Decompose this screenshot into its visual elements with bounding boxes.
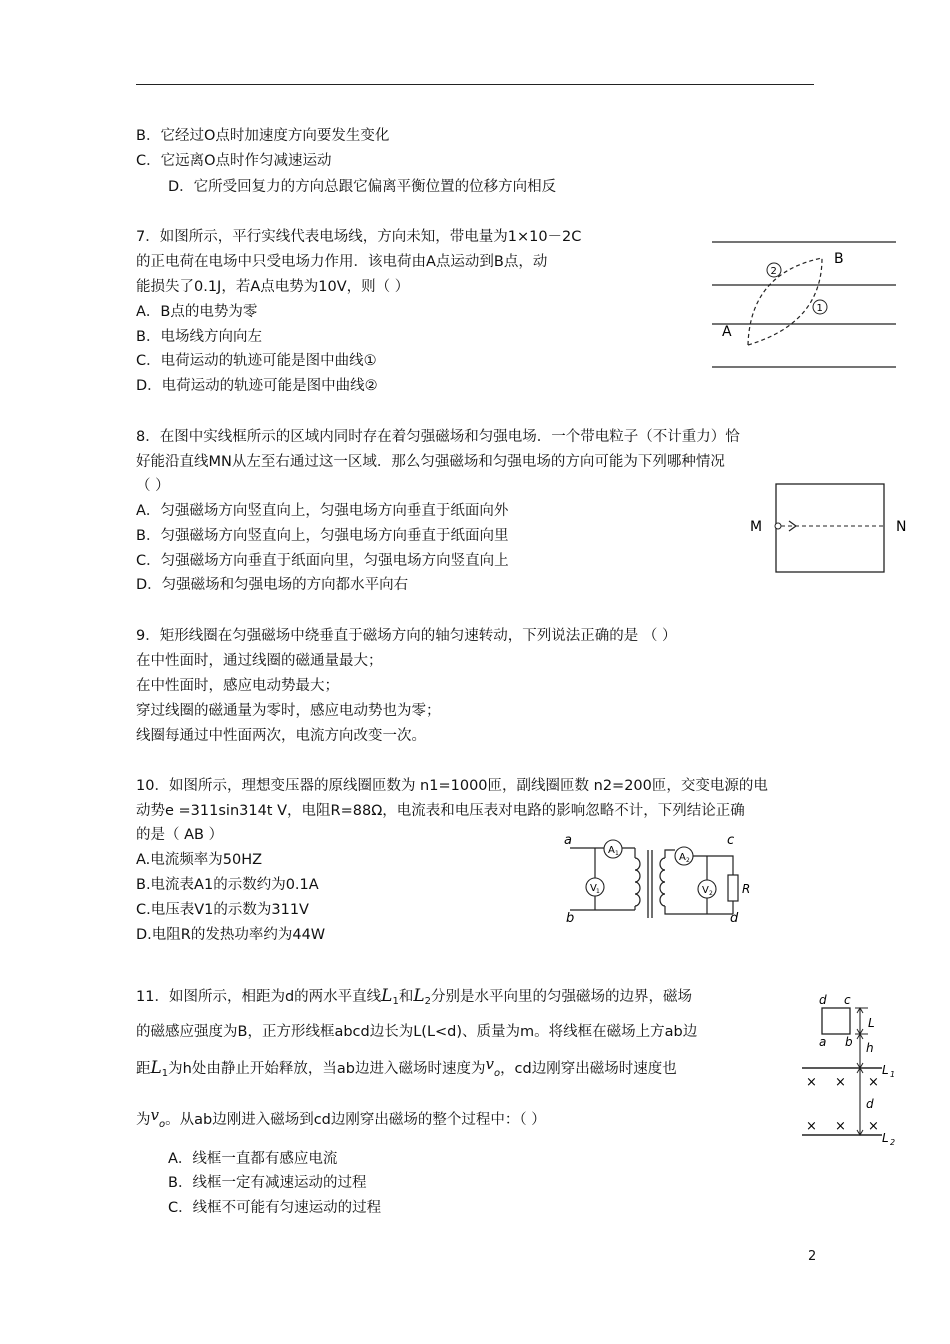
q9-statement-2: 在中性面时，感应电动势最大； xyxy=(136,678,339,694)
q10-label-r: R xyxy=(742,882,751,896)
q6-option-c: C．它远离O点时作匀减速运动 xyxy=(136,153,332,169)
q7-stem-line3: 能损失了0.1J，若A点电势为10V，则（ ） xyxy=(136,279,410,295)
q10-label-d: d xyxy=(730,911,739,926)
q11-stem-line3: 距$L_1$为h处由静止开始释放，当ab边进入磁场时速度为$v_o$，cd边刚穿出磁场时速度也 xyxy=(136,1055,677,1079)
q9-stem: 9．矩形线圈在匀强磁场中绕垂直于磁场方向的轴匀速转动，下列说法正确的是 （ ） xyxy=(136,628,677,644)
header-rule xyxy=(136,84,814,85)
q10-option-b: B.电流表A1的示数约为0.1A xyxy=(136,877,319,893)
q10-a2-letter: A xyxy=(679,852,686,863)
q10-label-b: b xyxy=(566,911,575,926)
q8-field-diagram xyxy=(745,480,915,580)
q11-frame-diagram xyxy=(800,990,910,1150)
q8-option-a: A．匀强磁场方向竖直向上，匀强电场方向垂直于纸面向外 xyxy=(136,503,509,519)
q10-v2-letter: V xyxy=(702,885,709,896)
q8-stem-line2: 好能沿直线MN从左至右通过这一区域．那么匀强磁场和匀强电场的方向可能为下列哪种情况 xyxy=(136,454,725,470)
q10-a2-sub: 2 xyxy=(686,857,690,864)
q11-stem-line1: 11．如图所示，相距为d的两水平直线$L_1$和$L_2$分别是水平向里的匀强磁场的边界，磁场 xyxy=(136,986,692,1007)
svg-text:1: 1 xyxy=(890,1070,896,1079)
svg-text:2: 2 xyxy=(890,1138,896,1147)
q11-field-mark: × xyxy=(806,1075,817,1090)
q7-option-b: B．电场线方向向左 xyxy=(136,329,262,345)
q7-option-a: A．B点的电势为零 xyxy=(136,304,258,320)
q10-label-a: a xyxy=(564,833,572,848)
q11-option-a: A．线框一直都有感应电流 xyxy=(168,1151,338,1167)
q7-curve2-mark: 2 xyxy=(770,266,777,277)
q8-option-b: B．匀强磁场方向竖直向上，匀强电场方向垂直于纸面向里 xyxy=(136,528,509,544)
q6-option-b: B．它经过O点时加速度方向要发生变化 xyxy=(136,128,390,144)
q10-label-c: c xyxy=(727,833,735,848)
q7-stem-line1: 7．如图所示，平行实线代表电场线，方向未知，带电量为1×10－2C xyxy=(136,229,582,245)
q11-label-d: d xyxy=(819,993,827,1007)
q10-a1-sub: 1 xyxy=(615,850,619,857)
q10-a1-letter: A xyxy=(608,845,615,856)
q7-field-diagram xyxy=(700,228,905,378)
q9-statement-4: 线圈每通过中性面两次，电流方向改变一次。 xyxy=(136,728,426,744)
q7-option-c: C．电荷运动的轨迹可能是图中曲线① xyxy=(136,353,377,369)
q6-option-d: D．它所受回复力的方向总跟它偏离平衡位置的位移方向相反 xyxy=(168,179,557,195)
q11-stem-line2: 的磁感应强度为B，正方形线框abcd边长为L(L<d)、质量为m。将线框在磁场上方ab边 xyxy=(136,1024,698,1040)
q10-stem-line3: 的是（ AB ） xyxy=(136,827,224,843)
q8-stem-line1: 8．在图中实线框所示的区域内同时存在着匀强磁场和匀强电场．一个带电粒子（不计重力）恰 xyxy=(136,429,740,445)
q8-stem-line3: （ ） xyxy=(136,478,170,494)
q11-label-l2: L xyxy=(882,1131,889,1145)
q11-label-h: h xyxy=(866,1041,874,1055)
q7-stem-line2: 的正电荷在电场中只受电场力作用．该电荷由A点运动到B点，动 xyxy=(136,254,548,270)
q8-option-c: C．匀强磁场方向垂直于纸面向里，匀强电场方向竖直向上 xyxy=(136,553,509,569)
svg-text:×: × xyxy=(806,1119,817,1134)
q9-statement-3: 穿过线圈的磁通量为零时，感应电动势也为零； xyxy=(136,703,441,719)
svg-text:×: × xyxy=(835,1075,846,1090)
q7-label-b: B xyxy=(834,251,844,267)
q10-transformer-diagram xyxy=(555,828,765,928)
q7-curve1-mark: 1 xyxy=(816,303,823,314)
q8-option-d: D．匀强磁场和匀强电场的方向都水平向右 xyxy=(136,577,409,593)
q10-v1-letter: V xyxy=(590,883,597,894)
q10-v2-sub: 2 xyxy=(709,890,713,897)
q10-stem-line2: 动势e =311sin314t V，电阻R=88Ω，电流表和电压表对电路的影响忽略不计，下列结论正确 xyxy=(136,803,745,819)
q11-label-gap: d xyxy=(866,1097,874,1111)
page-number: 2 xyxy=(808,1249,817,1264)
q11-label-side: L xyxy=(868,1016,875,1030)
svg-text:×: × xyxy=(835,1119,846,1134)
q11-stem-line4: 为$v_o$。从ab边刚进入磁场到cd边刚穿出磁场的整个过程中：（ ） xyxy=(136,1106,546,1130)
q11-label-a: a xyxy=(819,1035,827,1049)
q10-v1-sub: 1 xyxy=(596,888,600,895)
q11-label-c: c xyxy=(844,993,851,1007)
q11-label-l1: L xyxy=(882,1063,889,1077)
q7-label-a: A xyxy=(722,324,732,340)
q10-option-d: D.电阻R的发热功率约为44W xyxy=(136,927,326,943)
svg-text:×: × xyxy=(868,1075,879,1090)
q11-option-c: C．线框不可能有匀速运动的过程 xyxy=(168,1200,382,1216)
q11-option-b: B．线框一定有减速运动的过程 xyxy=(168,1175,367,1191)
q11-label-b: b xyxy=(845,1035,853,1049)
q8-label-n: N xyxy=(896,519,907,535)
q10-option-a: A.电流频率为50HZ xyxy=(136,852,263,868)
q10-stem-line1: 10．如图所示，理想变压器的原线圈匝数为 n1=1000匝，副线圈匝数 n2=200匝，交变电源的电 xyxy=(136,778,768,794)
q9-statement-1: 在中性面时，通过线圈的磁通量最大； xyxy=(136,653,383,669)
q7-option-d: D．电荷运动的轨迹可能是图中曲线② xyxy=(136,378,378,394)
q10-option-c: C.电压表V1的示数为311V xyxy=(136,902,309,918)
svg-text:×: × xyxy=(868,1119,879,1134)
q8-label-m: M xyxy=(750,519,763,535)
